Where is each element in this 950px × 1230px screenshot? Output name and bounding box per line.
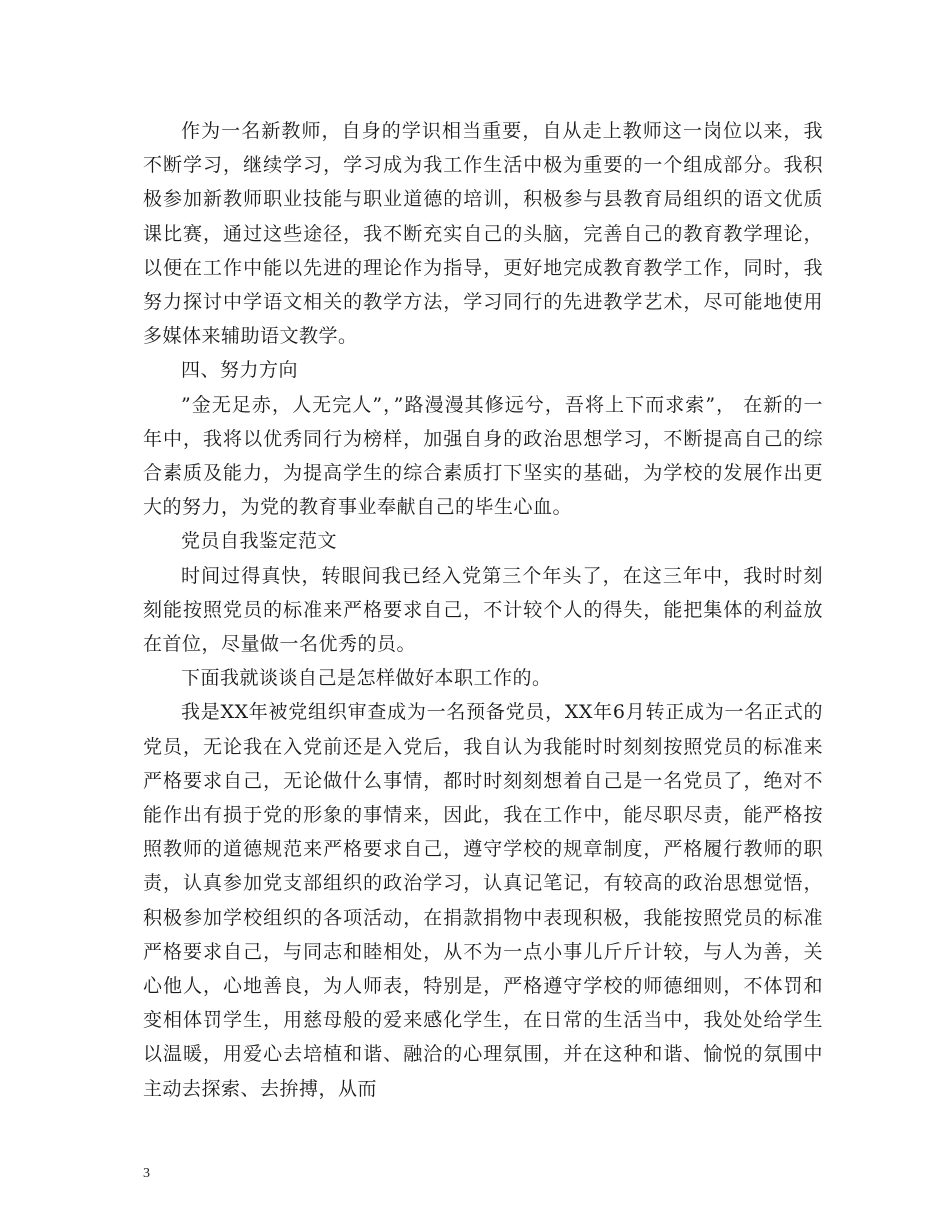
section-heading-party-member: 党员自我鉴定范文 — [181, 530, 338, 553]
paragraph-intro: 下面我就谈谈自己是怎样做好本职工作的。 — [181, 667, 552, 690]
paragraph-direction: ”金无足赤，人无完人”，”路漫漫其修远兮，吾将上下而求索”， 在新的一年中，我将以优秀同行为榜样，加强自身的政治思想学习，不断提高自己的综合素质及能力，为提高学生的综合素质打下坚实的基础，为学校的发展作出更大的努力，为党的教育事业奉献自己的毕生心血。 — [143, 393, 823, 519]
section-heading-direction: 四、努力方向 — [181, 359, 299, 382]
paragraph-time-flies: 时间过得真快，转眼间我已经入党第三个年头了，在这三年中，我时时刻刻能按照党员的标准来严格要求自己，不计较个人的得失，能把集体的利益放在首位，尽量做一名优秀的员。 — [143, 564, 823, 656]
body-text — [143, 114, 823, 1106]
paragraph-self-study: 作为一名新教师，自身的学识相当重要，自从走上教师这一岗位以来，我不断学习，继续学习，学习成为我工作生活中极为重要的一个组成部分。我积极参加新教师职业技能与职业道德的培训，积极参与县教育局组织的语文优质课比赛，通过这些途径，我不断充实自己的头脑，完善自己的教育教学理论，以便在工作中能以先进的理论作为指导，更好地完成教育教学工作，同时，我努力探讨中学语文相关的教学方法，学习同行的先进教学艺术，尽可能地使用多媒体来辅助语文教学。 — [143, 120, 823, 348]
page-number: 3 — [143, 1166, 150, 1181]
paragraph-party-joining: 我是XX年被党组织审查成为一名预备党员，XX年6月转正成为一名正式的党员，无论我在入党前还是入党后，我自认为我能时时刻刻按照党员的标准来严格要求自己，无论做什么事情，都时时刻刻想着自己是一名党员了，绝对不能作出有损于党的形象的事情来，因此，我在工作中，能尽职尽责，能严格按照教师的道德规范来严格要求自己，遵守学校的规章制度，严格履行教师的职责，认真参加党支部组织的政治学习，认真记笔记，有较高的政治思想觉悟，积极参加学校组织的各项活动，在捐款捐物中表现积极，我能按照党员的标准严格要求自己，与同志和睦相处，从不为一点小事儿斤斤计较，与人为善，关心他人，心地善良，为人师表，特别是，严格遵守学校的师德细则，不体罚和变相体罚学生，用慈母般的爱来感化学生，在日常的生活当中，我处处给学生以温暖，用爱心去培植和谐、融洽的心理氛围，并在这种和谐、愉悦的氛围中主动去探索、去拚搏，从而 — [143, 701, 823, 1100]
